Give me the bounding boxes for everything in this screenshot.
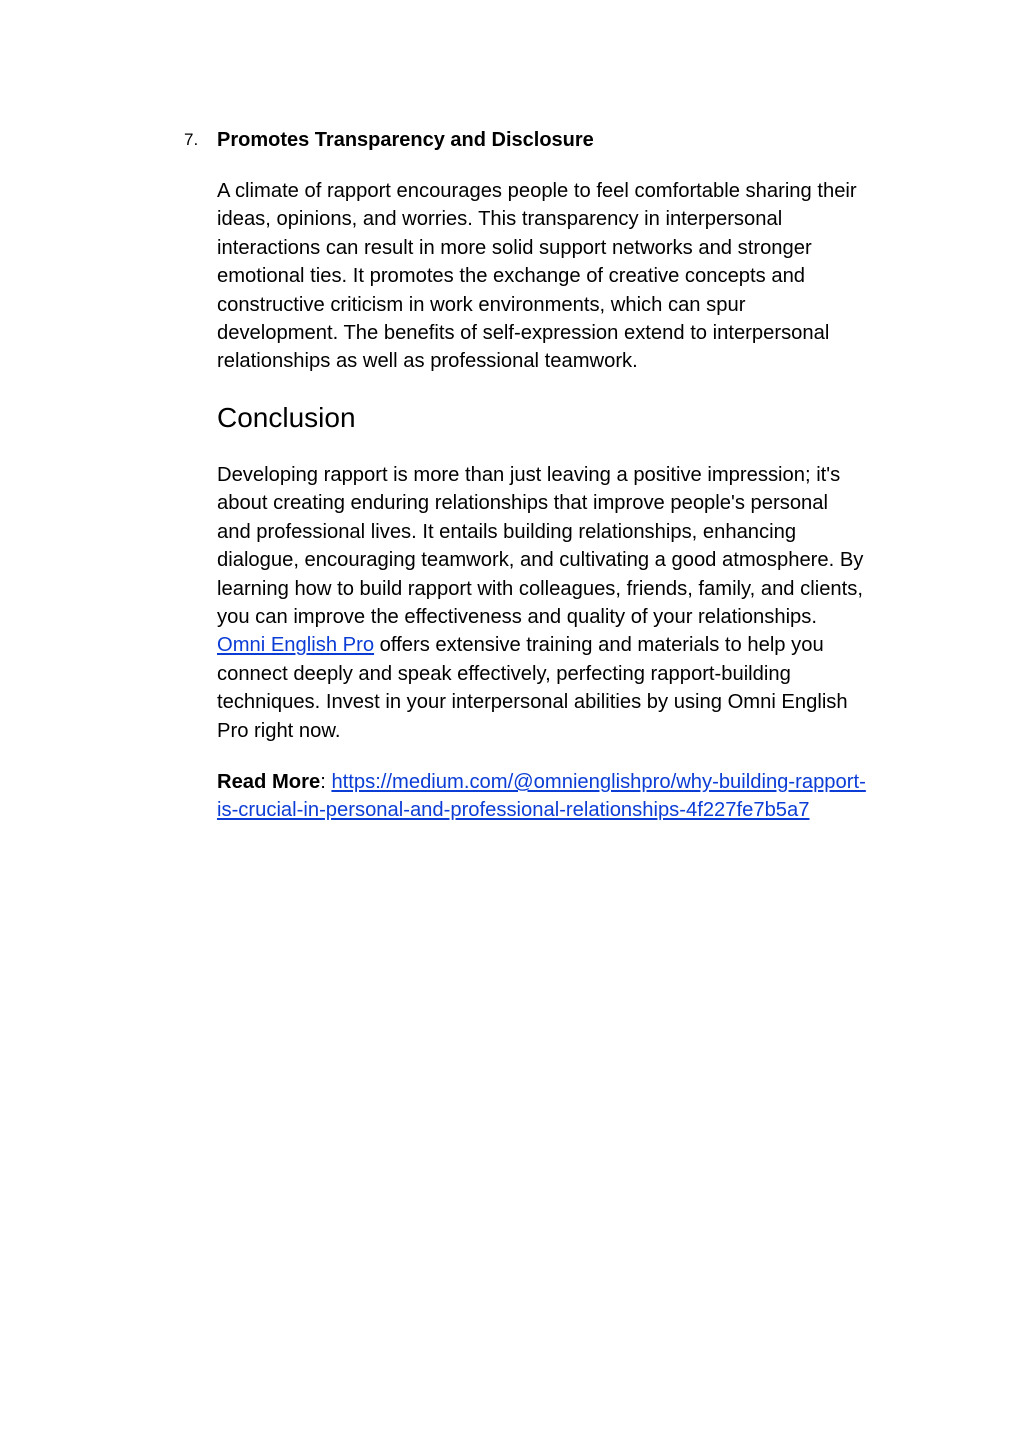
list-item-number: 7. [184, 130, 199, 149]
omni-english-pro-link[interactable]: Omni English Pro [217, 634, 375, 657]
conclusion-paragraph [217, 461, 867, 745]
read-more-separator: : [320, 771, 332, 793]
conclusion-text-after-link: offers extensive training and materials to help you connect deeply and speak effectively, perfecting rapport-building techniques. Invest in your interpersonal abilities by using Omni English Pro right now. [217, 634, 848, 742]
conclusion-text-before-link: Developing rapport is more than just leaving a positive impression; it's about creating enduring relationships that improve people's personal and professional lives. It entails building relationships, enhancing dialogue, encouraging teamwork, and cultivating a good atmosphere. By learning how to build rapport with colleagues, friends, family, and clients, you can improve the effectiveness and quality of your relationships. [217, 464, 864, 629]
read-more-label: Read More [217, 771, 321, 793]
conclusion-heading: Conclusion [217, 402, 356, 433]
read-more-paragraph [217, 768, 867, 825]
read-more-link[interactable]: https://medium.com/@omnienglishpro/why-building-rapport-is-crucial-in-personal-and-professional-relationships-4f227fe7b5a7 [217, 771, 866, 822]
list-item-title: Promotes Transparency and Disclosure [217, 129, 594, 151]
transparency-paragraph: A climate of rapport encourages people to feel comfortable sharing their ideas, opinions, and worries. This transparency in interpersonal interactions can result in more solid support networks and stronger emotional ties. It promotes the exchange of creative concepts and constructive criticism in work environments, which can spur development. The benefits of self-expression extend to interpersonal relationships as well as professional teamwork. [217, 180, 857, 373]
